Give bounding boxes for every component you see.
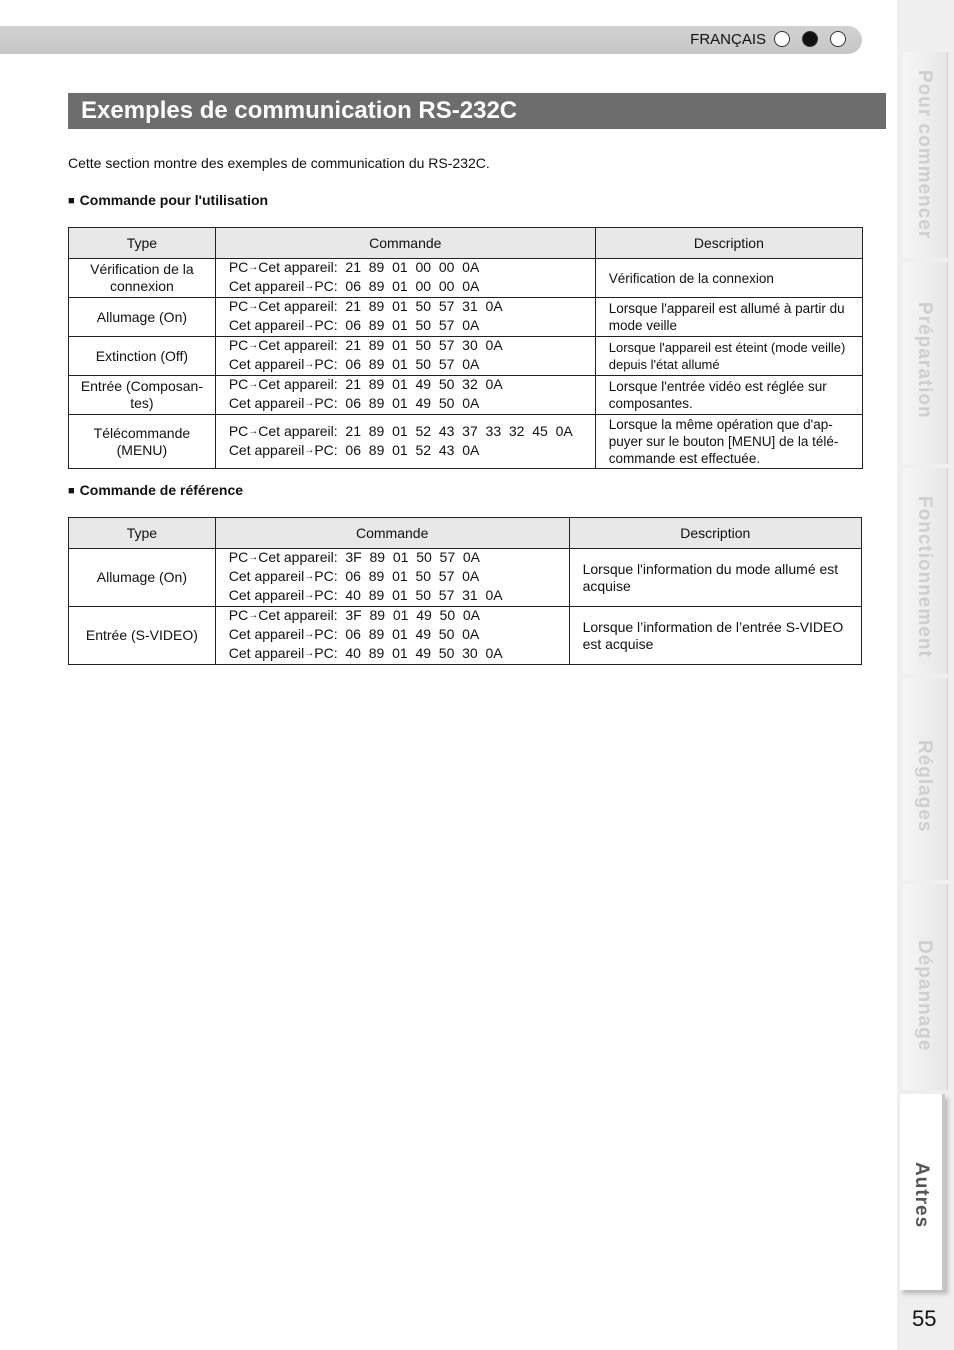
tab-pour-commencer[interactable]: Pour commencer bbox=[903, 52, 948, 258]
command-cell: PC→Cet appareil: 21 89 01 50 57 31 0A Cet appareil→PC: 06 89 01 50 57 0A bbox=[215, 298, 595, 337]
command-cell: PC→Cet appareil: 3F 89 01 50 57 0A Cet appareil→PC: 06 89 01 50 57 0A Cet appareil→PC: 40 89 01 50 57 31 0A bbox=[215, 549, 569, 607]
type-cell: Allumage (On) bbox=[69, 549, 216, 607]
arrow-icon: → bbox=[248, 340, 259, 351]
arrow-icon: → bbox=[248, 552, 259, 563]
tab-autres[interactable]: Autres bbox=[900, 1094, 945, 1290]
reference-command-table bbox=[68, 517, 862, 665]
language-dot-3-icon bbox=[830, 31, 846, 47]
tab-depannage[interactable]: Dépannage bbox=[903, 884, 948, 1090]
column-header-type: Type bbox=[69, 518, 216, 549]
description-cell: Lorsque la même opération que d'ap- puyer sur le bouton [MENU] de la télé- commande est effectuée. bbox=[595, 415, 862, 469]
language-dot-active-icon bbox=[802, 31, 818, 47]
type-cell: Extinction (Off) bbox=[69, 337, 216, 376]
table-row bbox=[69, 549, 862, 607]
table-row bbox=[69, 298, 863, 337]
section-heading-reference: ■ Commande de référence bbox=[68, 482, 244, 498]
arrow-icon: → bbox=[304, 648, 315, 659]
table-row bbox=[69, 337, 863, 376]
language-bar bbox=[0, 26, 862, 54]
arrow-icon: → bbox=[304, 359, 315, 370]
section-heading-usage: ■ Commande pour l'utilisation bbox=[68, 192, 269, 208]
description-cell: Lorsque l’information de l’entrée S-VIDEO est acquise bbox=[569, 607, 861, 665]
arrow-icon: → bbox=[248, 301, 259, 312]
usage-command-table bbox=[68, 227, 863, 469]
type-cell: Télécommande (MENU) bbox=[69, 415, 216, 469]
tab-fonctionnement[interactable]: Fonctionnement bbox=[903, 468, 948, 674]
table-row bbox=[69, 607, 862, 665]
type-cell: Entrée (Composan- tes) bbox=[69, 376, 216, 415]
command-cell: PC→Cet appareil: 3F 89 01 49 50 0A Cet appareil→PC: 06 89 01 49 50 0A Cet appareil→PC: 40 89 01 49 50 30 0A bbox=[215, 607, 569, 665]
square-bullet-icon: ■ bbox=[68, 195, 75, 207]
description-cell: Lorsque l'entrée vidéo est réglée sur composantes. bbox=[595, 376, 862, 415]
command-cell: PC→Cet appareil: 21 89 01 50 57 30 0A Cet appareil→PC: 06 89 01 50 57 0A bbox=[215, 337, 595, 376]
page-title: Exemples de communication RS-232C bbox=[81, 97, 518, 124]
table-row bbox=[69, 259, 863, 298]
arrow-icon: → bbox=[304, 590, 315, 601]
square-bullet-icon: ■ bbox=[68, 485, 75, 497]
type-cell: Allumage (On) bbox=[69, 298, 216, 337]
arrow-icon: → bbox=[248, 425, 259, 437]
arrow-icon: → bbox=[304, 281, 315, 292]
command-cell: PC→Cet appareil: 21 89 01 52 43 37 33 32 45 0A Cet appareil→PC: 06 89 01 52 43 0A bbox=[215, 415, 595, 469]
command-cell: PC→Cet appareil: 21 89 01 49 50 32 0A Cet appareil→PC: 06 89 01 49 50 0A bbox=[215, 376, 595, 415]
arrow-icon: → bbox=[248, 262, 259, 273]
table-row bbox=[69, 376, 863, 415]
column-header-command: Commande bbox=[215, 228, 595, 259]
column-header-type: Type bbox=[69, 228, 216, 259]
table-row bbox=[69, 415, 863, 469]
column-header-command: Commande bbox=[215, 518, 569, 549]
arrow-icon: → bbox=[248, 610, 259, 621]
title-bar bbox=[68, 93, 886, 129]
tab-reglages[interactable]: Réglages bbox=[903, 678, 948, 880]
page-number: 55 bbox=[912, 1306, 937, 1331]
command-cell: PC→Cet appareil: 21 89 01 00 00 0A Cet appareil→PC: 06 89 01 00 00 0A bbox=[215, 259, 595, 298]
arrow-icon: → bbox=[304, 629, 315, 640]
column-header-description: Description bbox=[595, 228, 862, 259]
description-cell: Lorsque l'information du mode allumé est acquise bbox=[569, 549, 861, 607]
column-header-description: Description bbox=[569, 518, 861, 549]
arrow-icon: → bbox=[304, 320, 315, 331]
description-cell: Lorsque l'appareil est allumé à partir du mode veille bbox=[595, 298, 862, 337]
arrow-icon: → bbox=[248, 379, 259, 390]
language-label: FRANÇAIS bbox=[690, 31, 766, 48]
language-dot-1-icon bbox=[774, 31, 790, 47]
description-cell: Lorsque l'appareil est éteint (mode veille) depuis l'état allumé bbox=[595, 337, 862, 376]
arrow-icon: → bbox=[304, 444, 315, 456]
arrow-icon: → bbox=[304, 571, 315, 582]
table-header-row bbox=[69, 518, 862, 549]
description-cell: Vérification de la connexion bbox=[595, 259, 862, 298]
tab-preparation[interactable]: Préparation bbox=[903, 262, 948, 464]
arrow-icon: → bbox=[304, 398, 315, 409]
type-cell: Vérification de la connexion bbox=[69, 259, 216, 298]
type-cell: Entrée (S-VIDEO) bbox=[69, 607, 216, 665]
table-header-row bbox=[69, 228, 863, 259]
intro-text: Cette section montre des exemples de communication du RS-232C. bbox=[68, 155, 490, 171]
